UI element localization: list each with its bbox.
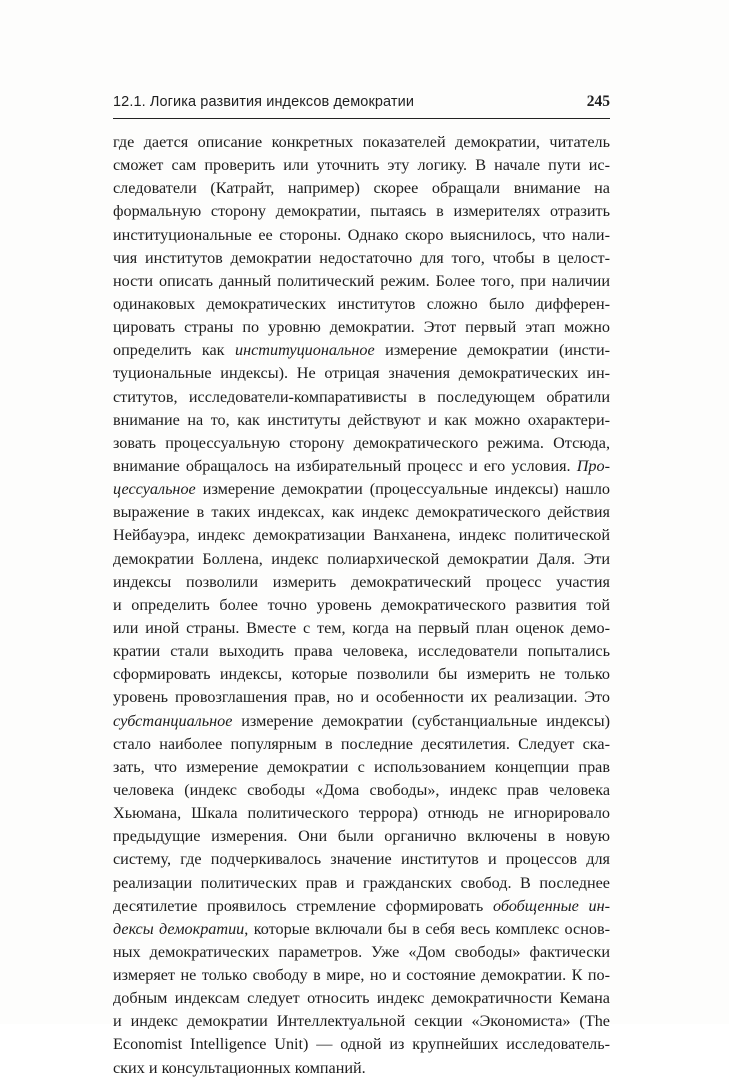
text-line	[113, 316, 610, 339]
text-line	[113, 270, 610, 293]
running-title: 12.1. Логика развития индексов демократии	[113, 94, 415, 110]
text-line	[113, 918, 610, 941]
text-line	[113, 524, 610, 547]
text-run: где дается описание конкретных показателей демократии, читатель	[113, 133, 610, 151]
text-line	[113, 594, 610, 617]
text-run: ских и консультационных компаний.	[113, 1058, 366, 1077]
text-run: Economist Intelligence Unit) — одной из крупнейших исследователь-	[113, 1035, 610, 1054]
text-run: цировать страны по уровню демократии. Этот первый этап можно	[113, 318, 610, 337]
text-line	[113, 339, 610, 362]
text-run: демократии Боллена, индекс полиархической демократии Даля. Эти	[113, 549, 610, 568]
text-line	[113, 571, 610, 594]
text-line	[113, 779, 610, 802]
text-line	[113, 640, 610, 663]
text-run: стало наиболее популярным в последние десятилетия. Следует ска-	[113, 734, 610, 753]
text-line	[113, 895, 610, 918]
text-run: внимание на то, как институты действуют и как можно охарактери-	[113, 410, 610, 429]
text-line	[113, 501, 610, 524]
text-run: следователи (Катрайт, например) скорее обращали внимание на	[113, 179, 610, 198]
text-run: предыдущие измерения. Они были органично включены в новую	[113, 827, 610, 846]
text-line	[113, 293, 610, 316]
page-number: 245	[586, 93, 610, 110]
text-line	[113, 200, 610, 223]
text-line	[113, 409, 610, 432]
text-line	[113, 548, 610, 571]
text-line	[113, 663, 610, 686]
text-run: измерение демократии (субстанциальные индексы)	[232, 711, 610, 730]
text-line	[113, 1057, 610, 1080]
text-line	[113, 710, 610, 733]
text-line	[113, 224, 610, 247]
text-run: Хьюмана, Шкала политического террора) отнюдь не игнорировало	[113, 804, 610, 823]
text-run: и индекс демократии Интеллектуальной секции «Экономиста» (The	[113, 1012, 610, 1031]
text-run: реализации политических прав и гражданских свобод. В последнее	[113, 873, 610, 892]
text-run: формальную сторону демократии, пытаясь в измерителях отразить	[113, 202, 610, 221]
italic-term: субстанциальное	[113, 711, 233, 730]
text-run: ности описать данный политический режим. Более того, при наличии	[113, 271, 610, 290]
text-run: и определить более точно уровень демократического развития той	[113, 595, 610, 614]
text-run: индексы позволили измерить демократический процесс участия	[113, 572, 610, 591]
text-run: измерение демократии (процессуальные индексы) нашло	[195, 480, 610, 499]
text-run: институциональные ее стороны. Однако скоро выяснилось, что нали-	[113, 225, 610, 244]
text-run: внимание обращалось на избирательный процесс и его условия.	[113, 456, 577, 475]
text-run: уровень провозглашения прав, но и особенности их реализации. Это	[113, 688, 610, 707]
text-run: кратии стали выходить права человека, исследователи попытались	[113, 642, 610, 661]
text-line	[113, 617, 610, 640]
text-run: , которые включали бы в себя весь комплекс основ-	[244, 919, 610, 938]
text-line	[113, 987, 610, 1010]
text-run: сможет сам проверить или уточнить эту логику. В начале пути ис-	[113, 156, 610, 175]
italic-term: Про-	[576, 456, 610, 475]
text-line	[113, 686, 610, 709]
text-run: измеряет не только свободу в мире, но и состояние демократии. К по-	[113, 966, 610, 985]
text-line	[113, 1010, 610, 1033]
text-line	[113, 848, 610, 871]
text-run: туциональные индексы). Не отрицая значения демократических ин-	[113, 364, 610, 383]
text-line	[113, 177, 610, 200]
text-run: десятилетие проявилось стремление сформировать	[113, 896, 493, 915]
text-line	[113, 941, 610, 964]
italic-term: дексы демократии	[113, 919, 245, 938]
italic-term: цессуальное	[113, 480, 196, 499]
text-line	[113, 964, 610, 987]
text-run: ститутов, исследователи-компаративисты в последующем обратили	[113, 387, 610, 406]
text-line	[113, 432, 610, 455]
text-line	[113, 131, 610, 154]
text-line	[113, 478, 610, 501]
running-header	[113, 92, 610, 119]
text-run: систему, где подчеркивалось значение институтов и процессов для	[113, 850, 610, 869]
text-line	[113, 733, 610, 756]
text-run: или иной страны. Вместе с тем, когда на первый план оценок демо-	[113, 618, 610, 637]
text-line	[113, 154, 610, 177]
text-line	[113, 455, 610, 478]
text-line	[113, 1033, 610, 1056]
text-line	[113, 386, 610, 409]
text-run: человека (индекс свободы «Дома свободы», индекс прав человека	[113, 780, 610, 799]
text-run: сформировать индексы, которые позволили бы измерить не только	[113, 665, 610, 684]
text-run: Нейбауэра, индекс демократизации Ванханена, индекс политической	[113, 526, 610, 545]
text-run: ных демократических параметров. Уже «Дом свободы» фактически	[113, 942, 610, 961]
text-run: зать, что измерение демократии с использованием концепции прав	[113, 757, 610, 776]
text-line	[113, 247, 610, 270]
text-run: чия институтов демократии недостаточно для того, чтобы в целост-	[113, 248, 610, 267]
text-run: измерение демократии (инсти-	[374, 341, 610, 360]
body-paragraph	[113, 131, 610, 1080]
italic-term: обобщенные ин-	[492, 896, 610, 915]
text-run: добным индексам следует относить индекс демократичности Кемана	[113, 989, 610, 1008]
text-run: определить как	[113, 341, 235, 360]
text-line	[113, 872, 610, 895]
text-run: зовать процессуальную сторону демократического режима. Отсюда,	[113, 433, 610, 452]
text-line	[113, 756, 610, 779]
text-line	[113, 825, 610, 848]
text-line	[113, 362, 610, 385]
italic-term: институциональное	[235, 341, 375, 360]
text-run: выражение в таких индексах, как индекс демократического действия	[113, 503, 610, 522]
text-run: одинаковых демократических институтов сложно было дифферен-	[113, 294, 610, 313]
text-line	[113, 802, 610, 825]
